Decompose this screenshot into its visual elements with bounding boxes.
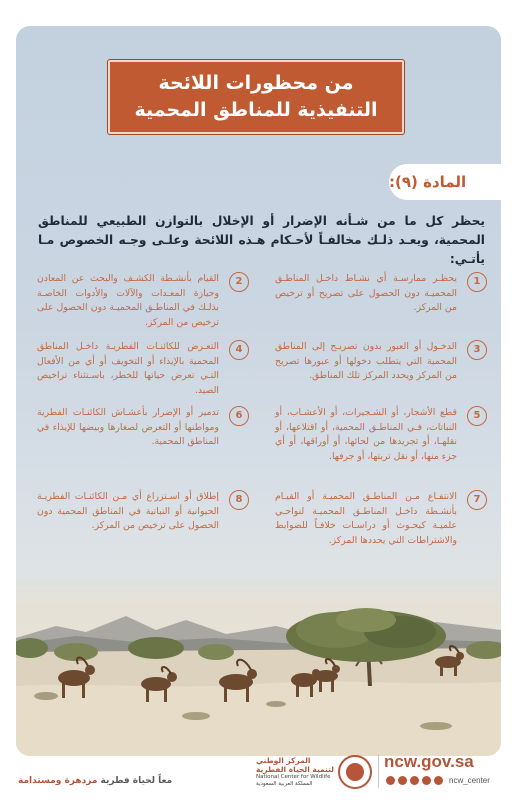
website-link[interactable]: ncw.gov.sa: [384, 752, 474, 771]
instagram-icon[interactable]: [398, 776, 407, 785]
rule-text: تدمير أو الإضرار بأعشـاش الكائنـات الفطرية ومواطنها أو التعرض لصغارها وبيضها للإيذاء في المناطق المحمية.: [37, 407, 219, 447]
x-icon[interactable]: [386, 776, 395, 785]
rule-text: الدخـول أو العبور بدون تصريـح إلى المناطق المحمية التي يتطلب دخولها أو عبورها تصريح من المركز ويحدد المركز تلك المناطق.: [275, 341, 457, 381]
rule-text: يحظـر ممارسـة أي نشـاط داخـل المناطـق المحميـة دون الحصول على تصريح أو ترخيص من المركز.: [275, 273, 457, 313]
youtube-icon[interactable]: [410, 776, 419, 785]
rule-item-1: [275, 272, 487, 316]
title-line-2: التنفيذية للمناطق المحمية: [134, 99, 378, 121]
slogan-highlight: مزدهرة ومستدامة: [18, 776, 98, 786]
rule-item-4: [37, 340, 249, 398]
rule-text: القيام بأنشـطة الكشـف والبحث عن المعادن وحيازة المعـدات والآلات والأدوات الخاصـة بذلـك في المناطـق المحميـة دون الحصول على ترخيص من المركز.: [37, 273, 219, 328]
ncw-logo-text: [256, 756, 334, 788]
rule-number: 7: [467, 490, 487, 510]
logo-arabic-line-1: المركز الوطني: [255, 756, 311, 765]
rule-item-2: [37, 272, 249, 330]
rule-item-6: [37, 406, 249, 450]
rule-text: إطلاق أو اسـتزراع أي مـن الكائنـات الفطريـة الحيوانية أو النباتية في المناطق المحمية دون الحصول على ترخيص من المركز.: [37, 491, 219, 531]
slogan: [18, 776, 172, 786]
rule-number: 2: [229, 272, 249, 292]
slogan-prefix: معاً لحياة فطرية: [97, 776, 173, 786]
footer-divider: [378, 754, 379, 788]
title-line-1: من محظورات اللائحة: [158, 72, 354, 94]
rule-item-5: [275, 406, 487, 464]
logo-arabic-line-2: لتنمية الحياة الفطرية: [255, 765, 334, 774]
logo-arabic-line-3: المملكة العربية السعودية: [255, 781, 313, 787]
snapchat-icon[interactable]: [422, 776, 431, 785]
landscape-ibex-illustration: [16, 586, 501, 756]
ncw-logo: [252, 752, 372, 792]
rule-number: 3: [467, 340, 487, 360]
social-links: [386, 776, 490, 785]
title-box: [108, 60, 404, 134]
ncw-emblem-icon: [338, 755, 372, 789]
rule-item-8: [37, 490, 249, 534]
social-handle[interactable]: ncw_center: [449, 776, 490, 785]
rule-item-7: [275, 490, 487, 548]
rule-number: 8: [229, 490, 249, 510]
rule-number: 4: [229, 340, 249, 360]
rule-text: التعـرض للكائنـات الفطريـة داخـل المناطق المحمية بالإيذاء أو التخويف أو أي من الأفعال التـي تعرض حياتها للخطر، باسـتثناء تراخيص الصيد.: [37, 341, 219, 396]
rule-item-3: [275, 340, 487, 384]
logo-english: National Center for Wildlife: [255, 774, 331, 780]
article-label: المادة (٩):: [389, 164, 501, 200]
rule-number: 6: [229, 406, 249, 426]
facebook-icon[interactable]: [434, 776, 443, 785]
intro-text: يحظر كل ما من شـأنه الإضرار أو الإخلال بالتوازن الطبيعي للمناطق المحمية، ويعـد ذلـك مخالفـاً لأحـكام هـذه اللائحة وعلـى وجـه الخصوص مـا يأتـي:: [38, 214, 485, 266]
rule-text: قطع الأشجار، أو الشـجيرات، أو الأعشـاب، أو النباتات، فـي المناطـق المحمية، أو اقتلاعها، أو نقلهـا، أو تجريدها من لحائها، أو أوراقها، أو أي جزء منها، أو نقل تربتها، أو جرفها.: [275, 407, 457, 462]
rule-text: الانتفـاع مـن المناطـق المحميـة أو القيـام بأنشـطة داخـل المناطـق المحميـة لنواحـي علميـة كبحـوث أو دراسـات خلافـاً للضوابط والاشتراطات التي يحددها المركز.: [275, 491, 457, 546]
rule-number: 5: [467, 406, 487, 426]
rule-number: 1: [467, 272, 487, 292]
poster-card: [16, 26, 501, 756]
